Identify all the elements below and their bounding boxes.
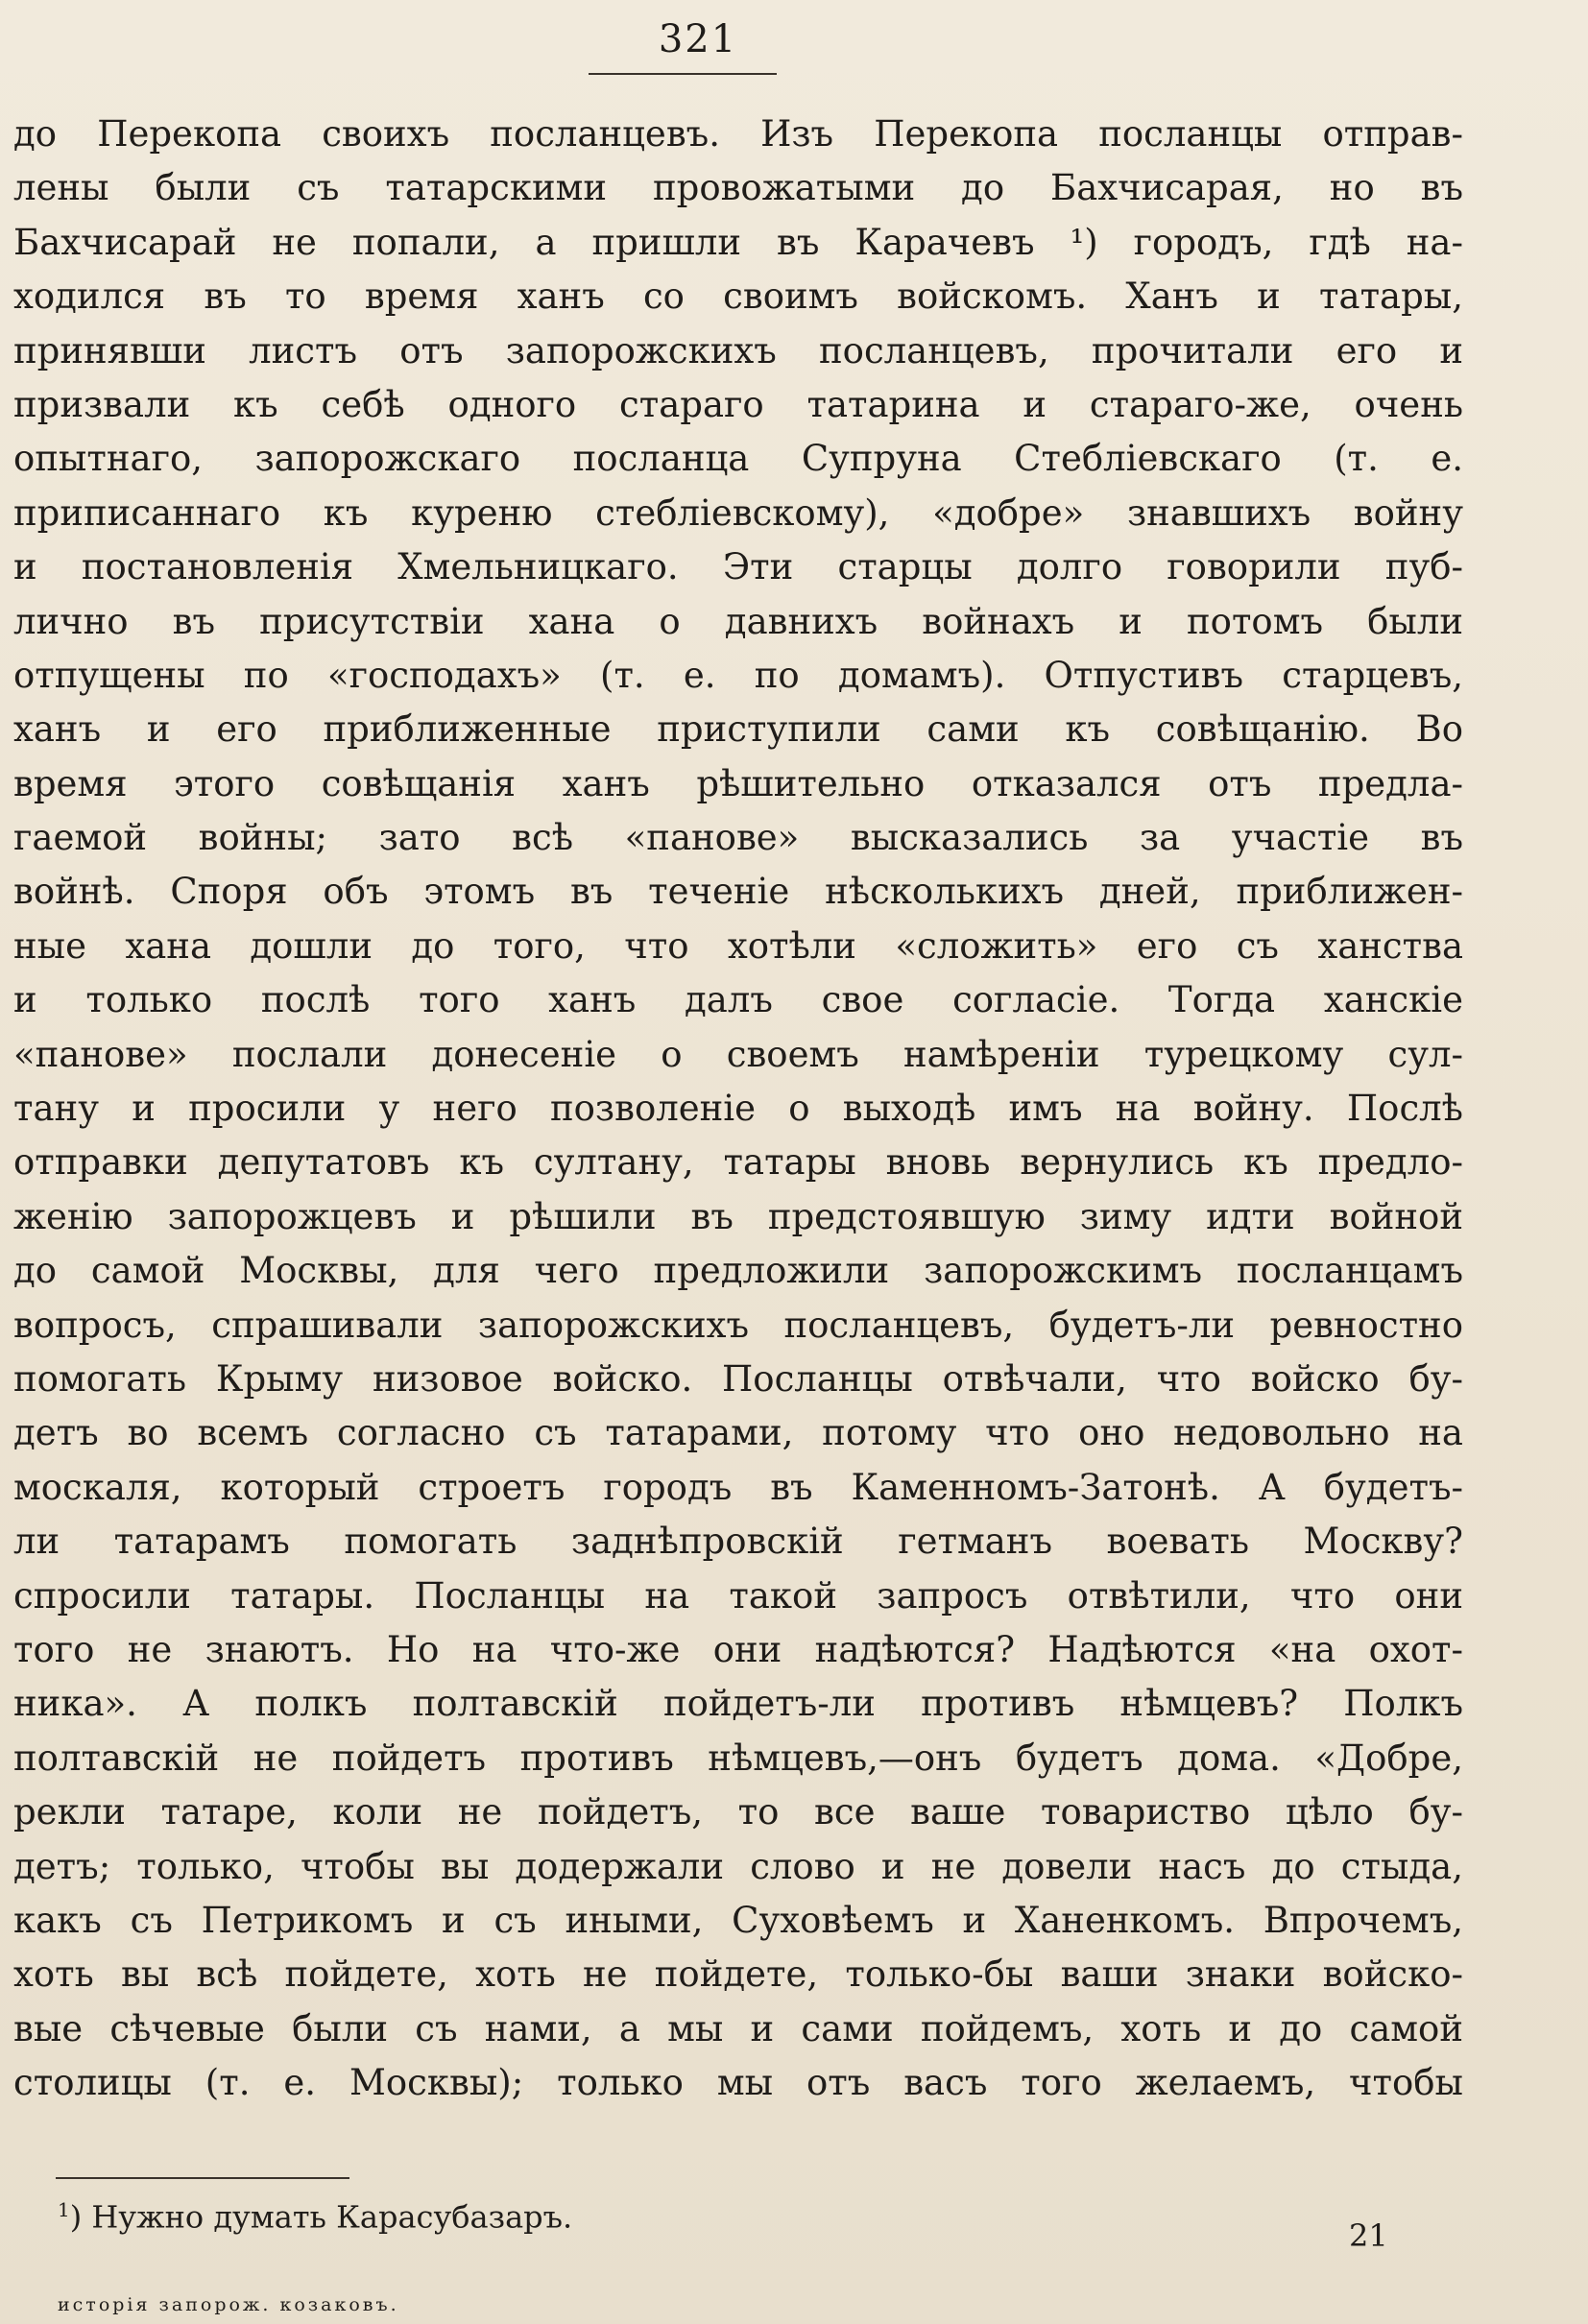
text-line: гаемой войны; зато всѣ «панове» высказались за участіе въ — [13, 817, 1463, 859]
text-line: до Перекопа своихъ посланцевъ. Изъ Перекопа посланцы отправ- — [13, 113, 1463, 155]
text-line: полтавскій не пойдетъ противъ нѣмцевъ,—онъ будетъ дома. «Добре, — [13, 1737, 1463, 1779]
text-line: и только послѣ того ханъ далъ свое согласіе. Тогда ханскіе — [13, 979, 1463, 1021]
text-line: столицы (т. е. Москвы); только мы отъ васъ того желаемъ, чтобы — [13, 2062, 1463, 2104]
text-line: и постановленія Хмельницкаго. Эти старцы долго говорили пуб- — [13, 546, 1463, 588]
text-line: вопросъ, спрашивали запорожскихъ посланцевъ, будетъ-ли ревностно — [13, 1304, 1463, 1346]
text-line: того не знаютъ. Но на что-же они надѣются? Надѣются «на охот- — [13, 1628, 1463, 1670]
text-line: спросили татары. Посланцы на такой запросъ отвѣтили, что они — [13, 1574, 1463, 1617]
footnote-text: ) Нужно думать Карасубазаръ. — [69, 2198, 573, 2236]
text-line: ханъ и его приближенные приступили сами къ совѣщанію. Во — [13, 708, 1463, 751]
text-line: лично въ присутствіи хана о давнихъ войнахъ и потомъ были — [13, 600, 1463, 642]
body-text — [13, 108, 1463, 2110]
text-line: время этого совѣщанія ханъ рѣшительно отказался отъ предла- — [13, 762, 1463, 804]
text-line: принявши листъ отъ запорожскихъ посланцевъ, прочитали его и — [13, 329, 1463, 371]
page-number-rule — [589, 73, 777, 75]
text-line: москаля, который строетъ городъ въ Каменномъ-Затонѣ. А будетъ- — [13, 1466, 1463, 1508]
text-line: рекли татаре, коли не пойдетъ, то все ваше товариство цѣло бу- — [13, 1791, 1463, 1833]
text-line: ходился въ то время ханъ со своимъ войскомъ. Ханъ и татары, — [13, 276, 1463, 318]
text-line: хоть вы всѣ пойдете, хоть не пойдете, только-бы ваши знаки войско- — [13, 1953, 1463, 1996]
text-line: ные хана дошли до того, что хотѣли «сложить» его съ ханства — [13, 924, 1463, 967]
text-line: ника». А полкъ полтавскій пойдетъ-ли противъ нѣмцевъ? Полкъ — [13, 1683, 1463, 1725]
text-line: до самой Москвы, для чего предложили запорожскимъ посланцамъ — [13, 1250, 1463, 1292]
footnote-rule — [56, 2177, 349, 2179]
text-line: помогать Крыму низовое войско. Посланцы отвѣчали, что войско бу- — [13, 1357, 1463, 1400]
text-line: лены были съ татарскими провожатыми до Бахчисарая, но въ — [13, 167, 1463, 209]
text-line: приписаннаго къ куреню стебліевскому), «добре» знавшихъ войну — [13, 491, 1463, 534]
text-line: отправки депутатовъ къ султану, татары вновь вернулись къ предло- — [13, 1141, 1463, 1184]
text-line: детъ во всемъ согласно съ татарами, потому что оно недовольно на — [13, 1412, 1463, 1454]
page-number: 321 — [658, 17, 738, 61]
text-line: опытнаго, запорожскаго посланца Супруна Стебліевскаго (т. е. — [13, 438, 1463, 480]
sheet-signature: исторія запорож. козаковъ. — [58, 2294, 399, 2315]
text-line: призвали къ себѣ одного стараго татарина и стараго-же, очень — [13, 383, 1463, 425]
text-line: какъ съ Петрикомъ и съ иными, Суховѣемъ и Ханенкомъ. Впрочемъ, — [13, 1899, 1463, 1941]
text-line: вые сѣчевые были съ нами, а мы и сами пойдемъ, хоть и до самой — [13, 2007, 1463, 2049]
text-line: «панове» послали донесеніе о своемъ намѣреніи турецкому сул- — [13, 1033, 1463, 1075]
footnote-marker: 1 — [58, 2198, 70, 2221]
text-line: войнѣ. Споря объ этомъ въ теченіе нѣсколькихъ дней, приближен- — [13, 871, 1463, 913]
text-line: ли татарамъ помогать заднѣпровскій гетманъ воевать Москву? — [13, 1521, 1463, 1563]
text-line: тану и просили у него позволеніе о выходѣ имъ на войну. Послѣ — [13, 1088, 1463, 1130]
text-line: отпущены по «господахъ» (т. е. по домамъ). Отпустивъ старцевъ, — [13, 654, 1463, 696]
sheet-number: 21 — [1349, 2217, 1388, 2254]
text-line: детъ; только, чтобы вы додержали слово и не довели насъ до стыда, — [13, 1845, 1463, 1887]
text-line: женію запорожцевъ и рѣшили въ предстоявшую зиму идти войной — [13, 1195, 1463, 1237]
text-line: Бахчисарай не попали, а пришли въ Карачевъ ¹) городъ, гдѣ на- — [13, 221, 1463, 263]
footnote — [58, 2198, 572, 2236]
